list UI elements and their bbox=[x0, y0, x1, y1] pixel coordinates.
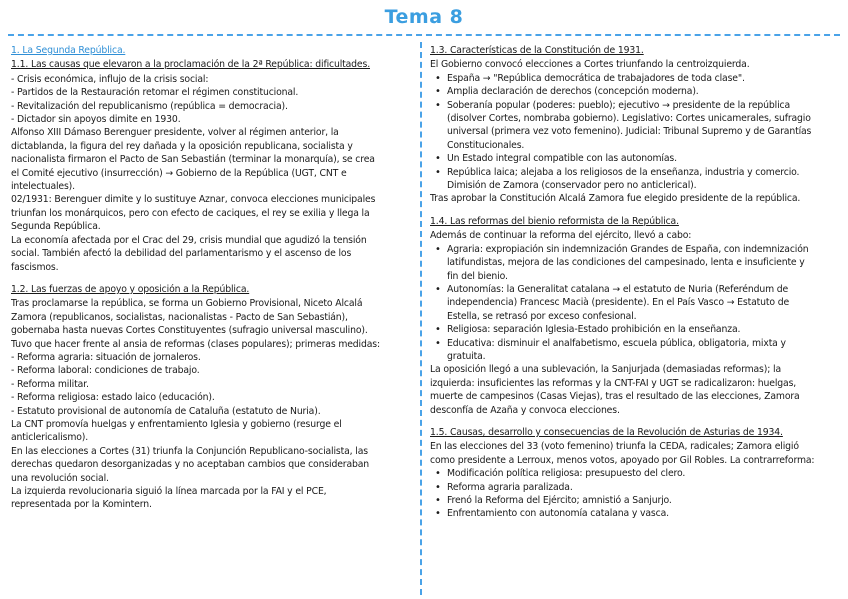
text-line: el Comité ejecutivo (insurrección) → Gobierno de la República (UGT, CNT e bbox=[11, 167, 347, 179]
bullet-text: • Educativa: disminuir el analfabetismo, escuela pública, obligatoria, mixta y bbox=[447, 337, 786, 349]
bullet-text: • Modificación política religiosa: presupuesto del clero. bbox=[447, 468, 686, 480]
text-line: intelectuales). bbox=[11, 181, 75, 193]
bullet-item bbox=[447, 152, 838, 165]
text-line: - Revitalización del republicanismo (república = democracia). bbox=[11, 100, 288, 112]
bullet-item bbox=[447, 166, 838, 193]
bullet-item bbox=[447, 494, 838, 507]
bullet-item bbox=[447, 481, 838, 494]
bullet-text: independencia) Francesc Macià (presidente). En el País Vasco → Estatuto de bbox=[447, 297, 790, 309]
text-line: - Reforma militar. bbox=[11, 378, 89, 390]
page-title: Tema 8 bbox=[384, 6, 464, 28]
text-line: nacionalista firmaron el Pacto de San Sebastián (terminar la monarquía), se crea bbox=[11, 154, 375, 166]
bullet-text: Dimisión de Zamora (conservador pero no anticlerical). bbox=[447, 180, 697, 192]
bullet-text: • República laica; alejaba a los religiosos de la enseñanza, industria y comercio. bbox=[447, 166, 800, 178]
text-line: triunfan los monárquicos, pero con efecto de caciques, el rey se exilia y llega la bbox=[11, 207, 370, 219]
bullet-item bbox=[447, 507, 838, 520]
section-1-3-heading: 1.3. Características de la Constitución de 1931. bbox=[430, 45, 644, 56]
text-line: La CNT promovía huelgas y enfrentamiento Iglesia y gobierno (resurge el bbox=[11, 418, 342, 430]
text-line: representada por la Komintern. bbox=[11, 499, 152, 511]
text-line: - Estatuto provisional de autonomía de Cataluña (estatuto de Nuria). bbox=[11, 405, 321, 417]
section-1-3-intro: El Gobierno convocó elecciones a Cortes triunfando la centroizquierda. bbox=[430, 59, 750, 71]
bullet-item bbox=[447, 283, 838, 323]
title-divider bbox=[8, 34, 840, 36]
section-1-4-intro: Además de continuar la reforma del ejército, llevó a cabo: bbox=[430, 230, 692, 242]
text-line: una revolución social. bbox=[11, 472, 109, 484]
text-line: Tras proclamarse la república, se forma un Gobierno Provisional, Niceto Alcalá bbox=[11, 298, 363, 310]
text-line: La oposición llegó a una sublevación, la Sanjurjada (demasiadas reformas); la bbox=[430, 364, 781, 376]
text-line: - Dictador sin apoyos dimite en 1930. bbox=[11, 114, 181, 126]
bullet-text: • Agraria: expropiación sin indemnización Grandes de España, con indemnización bbox=[447, 243, 809, 255]
text-line: dictablanda, la figura del rey dañada y la oposición republicana, socialista y bbox=[11, 140, 353, 152]
bullet-text: Constitucionales. bbox=[447, 139, 525, 151]
text-line: Tuvo que hacer frente al ansia de reformas (clases populares); primeras medidas: bbox=[11, 338, 380, 350]
text-line: izquierda: insuficientes las reformas y la CNT-FAI y UGT se radicalizaron: huelgas, bbox=[430, 377, 797, 389]
text-line: Segunda República. bbox=[11, 221, 101, 233]
text-line: Alfonso XIII Dámaso Berenguer presidente, volver al régimen anterior, la bbox=[11, 127, 339, 139]
text-line: La izquierda revolucionaria siguió la línea marcada por la FAI y el PCE, bbox=[11, 486, 327, 497]
section-1-heading: 1. La Segunda República. bbox=[11, 45, 126, 56]
bullet-text: • Autonomías: la Generalitat catalana → el estatuto de Nuria (Referéndum de bbox=[447, 283, 789, 295]
text-line: fascismos. bbox=[11, 261, 59, 273]
bullet-text: • España → "República democrática de trabajadores de toda clase". bbox=[447, 72, 745, 84]
section-1-5-intro bbox=[430, 440, 838, 467]
text-line: gobernaba hasta nuevas Cortes Constituyentes (sufragio universal masculino). bbox=[11, 325, 368, 337]
bullet-text: • Religiosa: separación Iglesia-Estado prohibición en la enseñanza. bbox=[447, 324, 741, 336]
text-line: - Crisis económica, influjo de la crisis social: bbox=[11, 73, 209, 85]
section-1-4-bullets bbox=[430, 243, 838, 364]
bullet-text: universal (primera vez voto femenino). Judicial: Tribunal Supremo y de Garantías bbox=[447, 126, 812, 138]
right-column bbox=[430, 44, 838, 521]
text-line: anticlericalismo). bbox=[11, 432, 89, 444]
section-1-2-body bbox=[11, 297, 411, 512]
section-1-4-outro bbox=[430, 363, 838, 417]
text-line: 02/1931: Berenguer dimite y lo sustituye Aznar, convoca elecciones municipales bbox=[11, 194, 376, 206]
section-1-1-heading: 1.1. Las causas que elevaron a la proclamación de la 2ª República: dificultades. bbox=[11, 59, 370, 71]
text-line: En las elecciones a Cortes (31) triunfa la Conjunción Republicano-socialista, las bbox=[11, 445, 368, 457]
text-line: En las elecciones del 33 (voto femenino) triunfa la CEDA, radicales; Zamora eligió bbox=[430, 441, 799, 453]
bullet-text: • Reforma agraria paralizada. bbox=[447, 481, 573, 493]
section-1-2-heading: 1.2. Las fuerzas de apoyo y oposición a la República. bbox=[11, 283, 250, 295]
bullet-item bbox=[447, 72, 838, 85]
text-line: Zamora (republicanos, socialistas, nacionalistas - Pacto de San Sebastián), bbox=[11, 311, 348, 323]
text-line: La economía afectada por el Crac del 29, crisis mundial que agudizó la tensión bbox=[11, 234, 367, 246]
bullet-item bbox=[447, 337, 838, 364]
text-line: social. También afectó la debilidad del parlamentarismo y el ascenso de los bbox=[11, 248, 352, 260]
bullet-text: • Frenó la Reforma del Ejército; amnistió a Sanjurjo. bbox=[447, 495, 672, 506]
section-1-3-bullets bbox=[430, 72, 838, 193]
text-line: como presidente a Lerroux, menos votos, apoyado por Gil Robles. La contrarreforma: bbox=[430, 454, 815, 466]
text-line: muerte de campesinos (Casas Viejas), tras el resultado de las elecciones, Zamora bbox=[430, 391, 800, 403]
bullet-item bbox=[447, 243, 838, 283]
bullet-text: (disolver Cortes, nombraba gobierno). Legislativo: Cortes unicamerales, sufragio bbox=[447, 113, 811, 125]
bullet-text: latifundistas, mejora de las condiciones del campesinado, lenta e insuficiente y bbox=[447, 257, 805, 269]
column-divider bbox=[420, 42, 422, 595]
bullet-text: gratuita. bbox=[447, 350, 486, 362]
bullet-text: • Amplia declaración de derechos (concepción moderna). bbox=[447, 86, 699, 98]
section-1-4-heading: 1.4. Las reformas del bienio reformista de la República. bbox=[430, 215, 679, 227]
bullet-item bbox=[447, 99, 838, 153]
bullet-text: fin del bienio. bbox=[447, 270, 508, 282]
left-column bbox=[11, 44, 411, 512]
text-line: - Reforma religiosa: estado laico (educación). bbox=[11, 392, 215, 404]
section-1-5-heading: 1.5. Causas, desarrollo y consecuencias de la Revolución de Asturias de 1934. bbox=[430, 426, 783, 438]
section-1-1-body bbox=[11, 73, 411, 274]
text-line: desconfía de Azaña y convoca elecciones. bbox=[430, 404, 620, 416]
text-line: - Reforma laboral: condiciones de trabajo. bbox=[11, 365, 200, 377]
section-1-3-outro: Tras aprobar la Constitución Alcalá Zamora fue elegido presidente de la república. bbox=[430, 193, 801, 205]
bullet-text: • Enfrentamiento con autonomía catalana y vasca. bbox=[447, 508, 669, 520]
text-line: - Reforma agraria: situación de jornaleros. bbox=[11, 351, 201, 363]
bullet-item bbox=[447, 467, 838, 480]
text-line: derechas quedaron desorganizadas y no aceptaban cambios que consideraban bbox=[11, 459, 370, 471]
bullet-item bbox=[447, 85, 838, 98]
bullet-text: • Un Estado integral compatible con las autonomías. bbox=[447, 153, 677, 165]
bullet-text: • Soberanía popular (poderes: pueblo); ejecutivo → presidente de la república bbox=[447, 99, 791, 111]
section-1-5-bullets bbox=[430, 467, 838, 521]
text-line: - Partidos de la Restauración retomar el régimen constitucional. bbox=[11, 87, 299, 99]
bullet-text: Estella, se retrasó por exceso confesional. bbox=[447, 310, 637, 322]
bullet-item bbox=[447, 323, 838, 336]
